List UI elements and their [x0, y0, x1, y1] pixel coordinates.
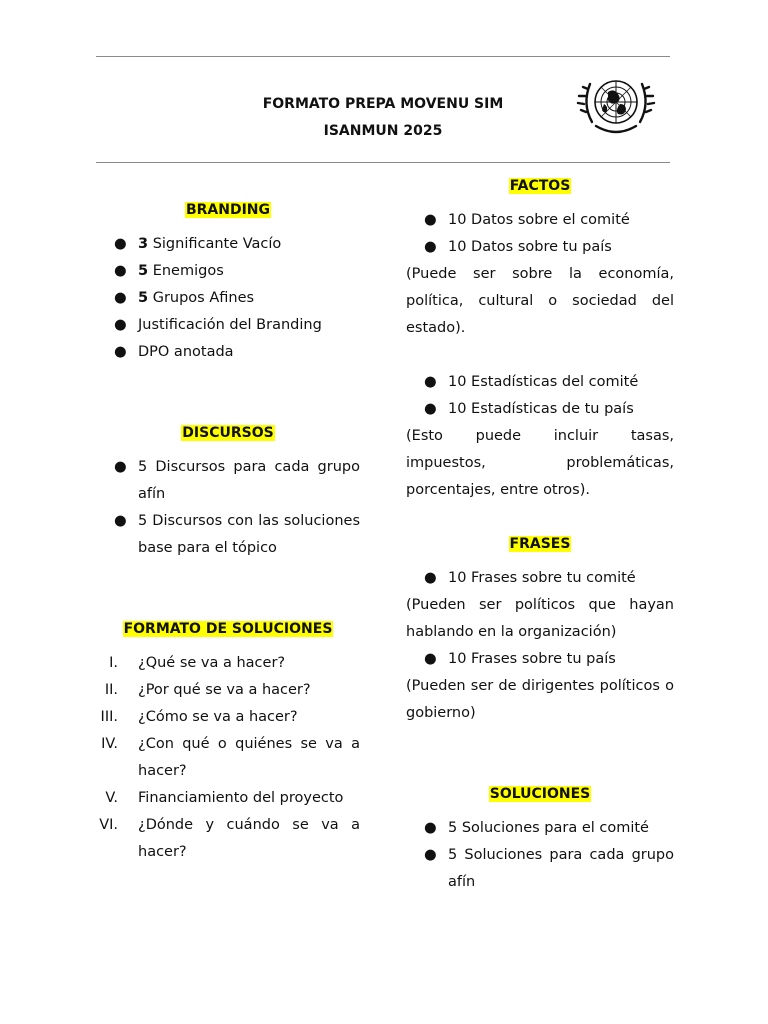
frases-list-b [406, 646, 674, 673]
factos-list-a [406, 207, 674, 261]
section-heading-frases: FRASES [509, 536, 571, 552]
section-heading-factos: FACTOS [509, 178, 571, 194]
list-item: ● 10 Datos sobre tu país [406, 234, 674, 261]
soluciones-list [406, 815, 674, 896]
frases-list-a [406, 565, 674, 592]
list-item: III. ¿Cómo se va a hacer? [100, 709, 298, 725]
header-divider [96, 162, 670, 163]
un-emblem-icon [572, 68, 660, 142]
bullet-icon: ● [114, 290, 127, 306]
section-heading-soluciones: SOLUCIONES [489, 786, 591, 802]
bullet-icon: ● [424, 401, 437, 417]
list-item: ● Justificación del Branding [96, 312, 360, 339]
list-item: V. Financiamiento del proyecto [105, 790, 344, 806]
list-item: ● 3 Significante Vacío [96, 231, 360, 258]
bullet-icon: ● [424, 239, 437, 255]
factos-note-a: (Puede ser sobre la economía, política, cultural o sociedad del estado). [406, 266, 674, 336]
list-item: ● 10 Frases sobre tu país [406, 646, 674, 673]
list-item: ● 10 Frases sobre tu comité [406, 565, 674, 592]
document-subtitle: ISANMUN 2025 [323, 123, 443, 139]
list-item: VI. ¿Dónde y cuándo se va a hacer? [99, 817, 360, 860]
bullet-icon: ● [424, 820, 437, 836]
list-item: I. ¿Qué se va a hacer? [109, 655, 286, 671]
bullet-icon: ● [114, 236, 127, 252]
formato-list [96, 650, 360, 866]
bullet-icon: ● [114, 459, 127, 475]
list-item: ● DPO anotada [96, 339, 360, 366]
list-item: ● 10 Datos sobre el comité [406, 207, 674, 234]
document-title: FORMATO PREPA MOVENU SIM [262, 96, 504, 112]
list-item: IV. ¿Con qué o quiénes se va a hacer? [101, 736, 360, 779]
left-column [96, 170, 360, 866]
list-item: ● 5 Discursos para cada grupo afín [96, 454, 360, 508]
frases-note-b: (Pueden ser de dirigentes políticos o gobierno) [406, 678, 674, 721]
list-item: ● 5 Grupos Afines [96, 285, 360, 312]
bullet-icon: ● [114, 317, 127, 333]
bullet-icon: ● [424, 847, 437, 863]
list-item: II. ¿Por qué se va a hacer? [104, 682, 311, 698]
right-column [406, 170, 674, 896]
list-item: ● 5 Enemigos [96, 258, 360, 285]
list-item: ● 5 Soluciones para cada grupo afín [406, 842, 674, 896]
discursos-list [96, 454, 360, 562]
section-heading-discursos: DISCURSOS [182, 425, 274, 441]
bullet-icon: ● [424, 374, 437, 390]
bullet-icon: ● [424, 212, 437, 228]
bullet-icon: ● [114, 513, 127, 529]
bullet-icon: ● [424, 570, 437, 586]
list-item: ● 5 Soluciones para el comité [406, 815, 674, 842]
list-item: ● 5 Discursos con las soluciones base para el tópico [96, 508, 360, 562]
branding-list [96, 231, 360, 366]
bullet-icon: ● [114, 344, 127, 360]
section-heading-branding: BRANDING [185, 202, 271, 218]
factos-list-b [406, 369, 674, 423]
bullet-icon: ● [114, 263, 127, 279]
frases-note-a: (Pueden ser políticos que hayan hablando en la organización) [406, 597, 674, 640]
factos-note-b: (Esto puede incluir tasas, impuestos, problemáticas, porcentajes, entre otros). [406, 428, 674, 498]
list-item: ● 10 Estadísticas de tu país [406, 396, 674, 423]
list-item: ● 10 Estadísticas del comité [406, 369, 674, 396]
top-divider [96, 56, 670, 57]
bullet-icon: ● [424, 651, 437, 667]
section-heading-formato: FORMATO DE SOLUCIONES [123, 621, 333, 637]
